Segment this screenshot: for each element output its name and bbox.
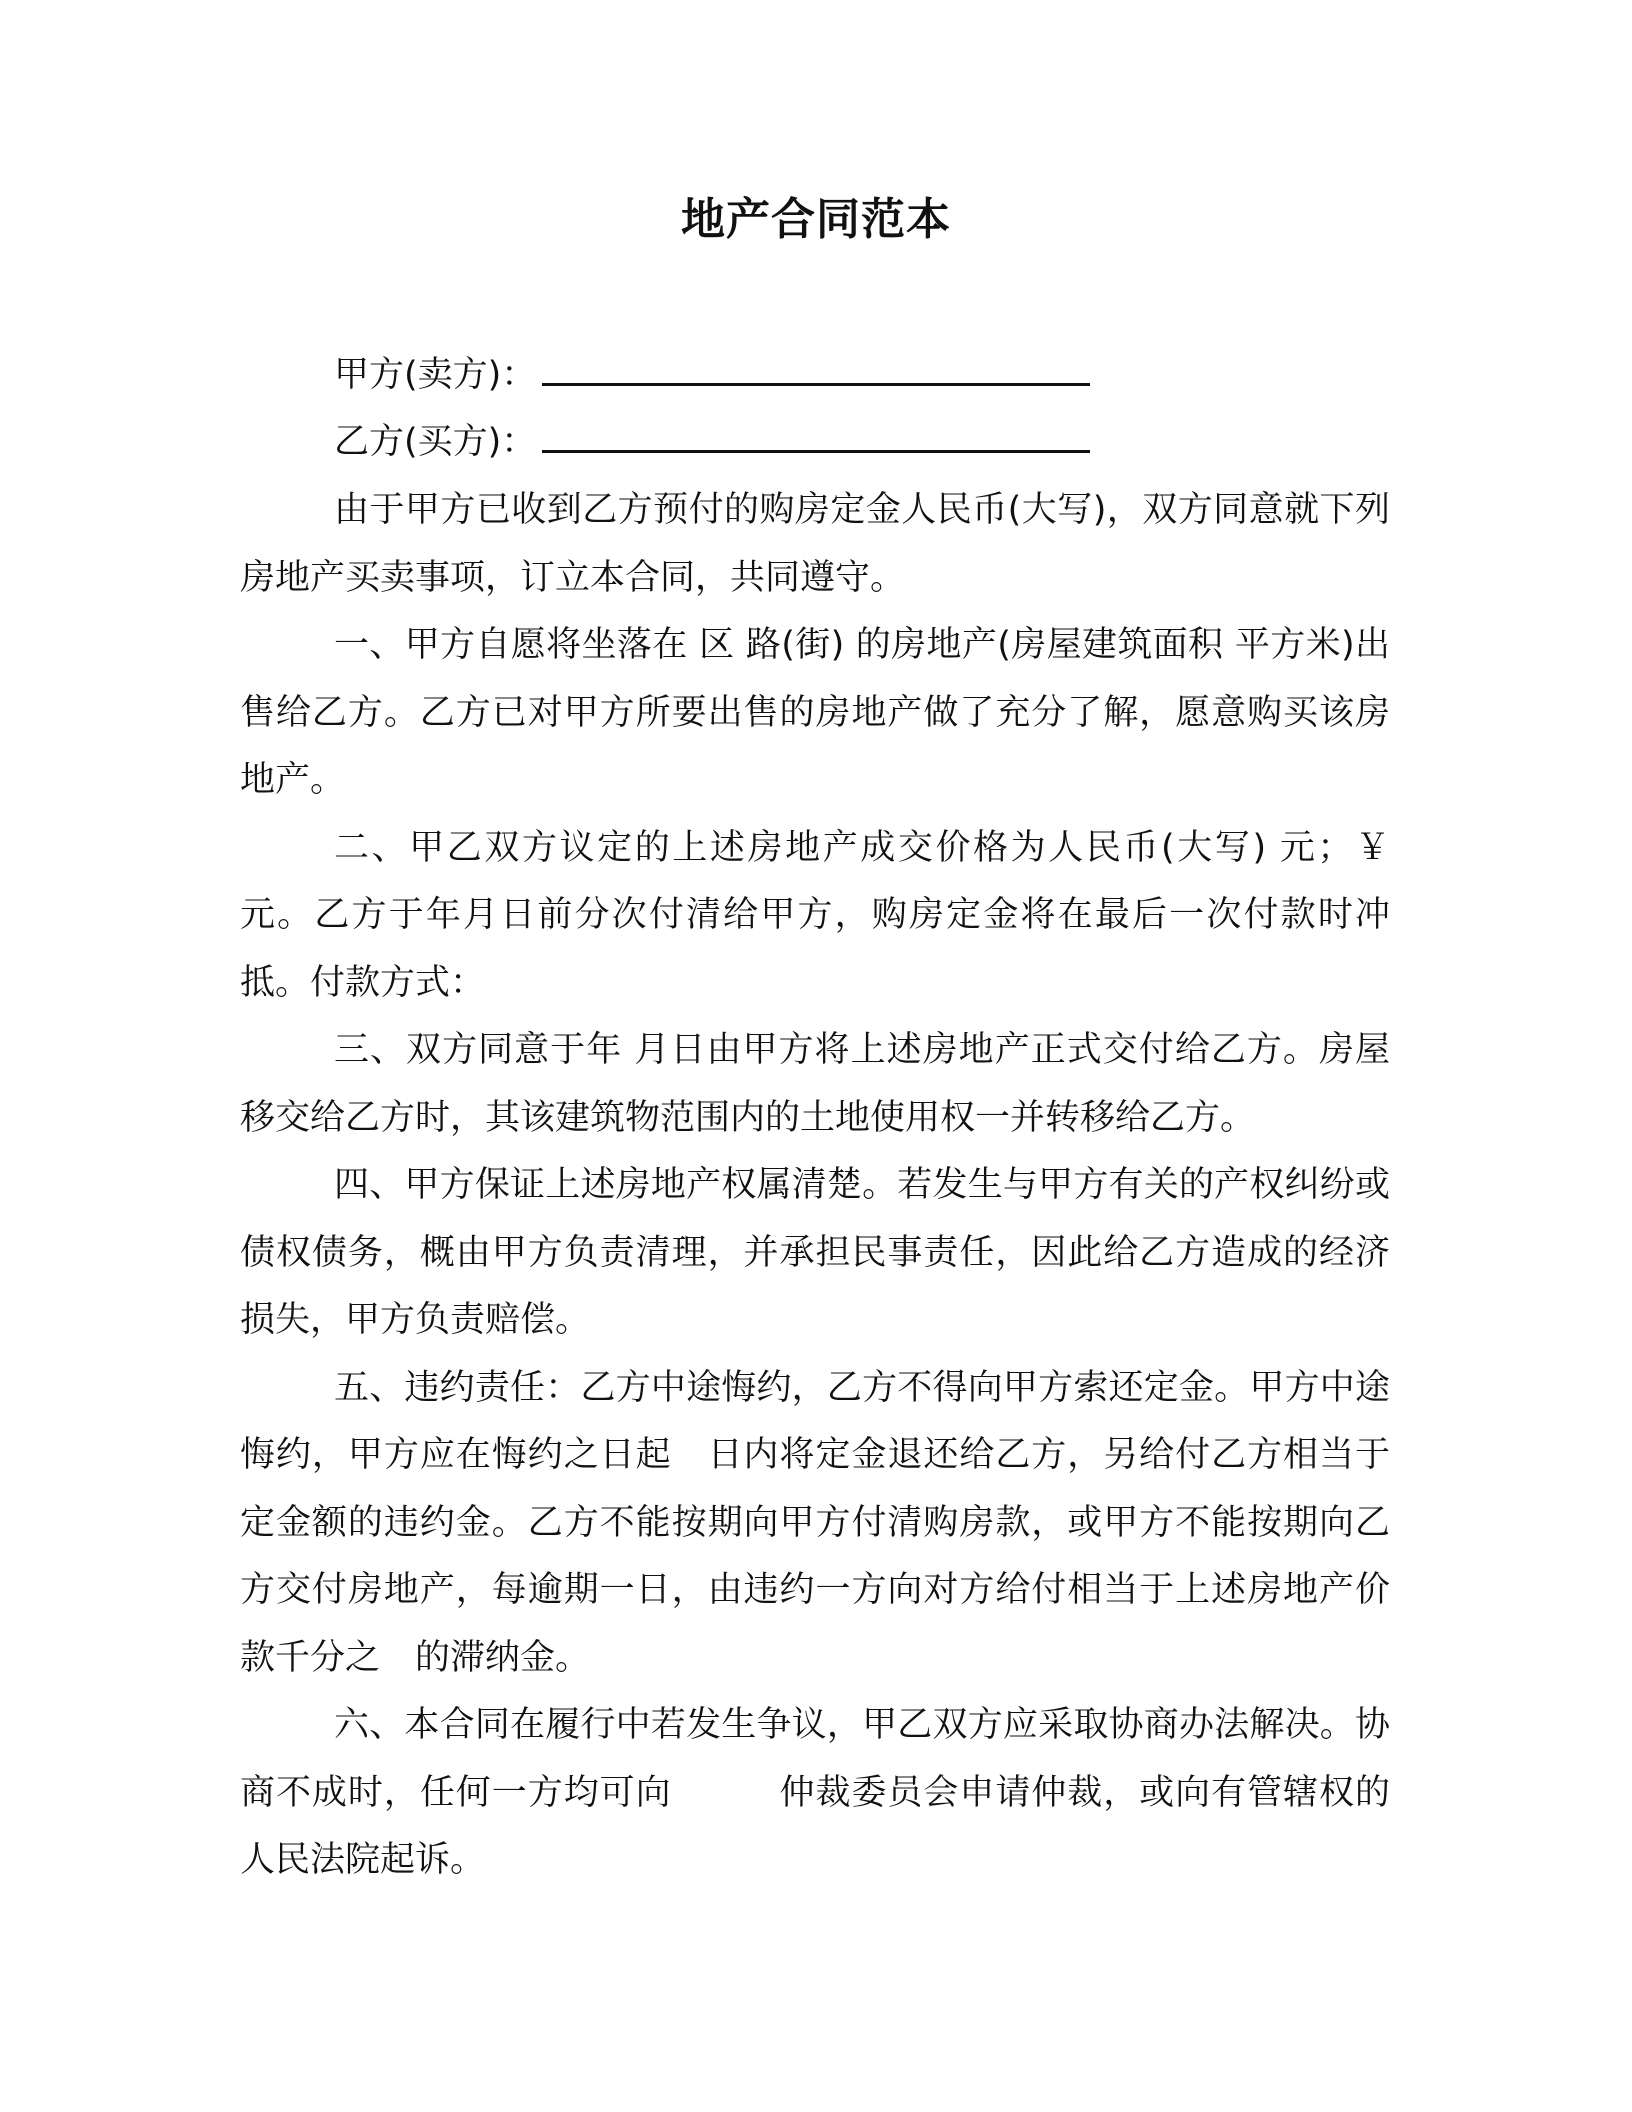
party-b-label: 乙方(买方)： <box>334 422 537 462</box>
paragraph-clause-1: 一、甲方自愿将坐落在 区 路(街) 的房地产(房屋建筑面积 平方米)出售给乙方。乙方已对甲方所要出售的房地产做了充分了解，愿意购买该房地产。 <box>240 625 1390 800</box>
paragraph-clause-3: 三、双方同意于年 月日由甲方将上述房地产正式交付给乙方。房屋移交给乙方时，其该建筑物范围内的土地使用权一并转移给乙方。 <box>240 1030 1390 1138</box>
document-title: 地产合同范本 <box>681 194 951 245</box>
party-a-line <box>334 351 1090 399</box>
party-b-blank[interactable] <box>542 446 1090 453</box>
paragraph-clause-2: 二、甲乙双方议定的上述房地产成交价格为人民币(大写) 元；￥ 元。乙方于年月日前分次付清给甲方，购房定金将在最后一次付款时冲抵。付款方式： <box>240 827 1390 1003</box>
contract-body <box>240 477 1390 1895</box>
paragraph-clause-6: 六、本合同在履行中若发生争议，甲乙双方应采取协商办法解决。协商不成时，任何一方均可向 仲裁委员会申请仲裁，或向有管辖权的人民法院起诉。 <box>240 1705 1390 1880</box>
party-a-blank[interactable] <box>542 379 1090 386</box>
party-b-line <box>334 418 1090 466</box>
party-a-label: 甲方(卖方)： <box>334 355 537 395</box>
paragraph-clause-5: 五、违约责任：乙方中途悔约，乙方不得向甲方索还定金。甲方中途悔约，甲方应在悔约之日起 日内将定金退还给乙方，另给付乙方相当于定金额的违约金。乙方不能按期向甲方付清购房款，或甲方不能按期向乙方交付房地产，每逾期一日，由违约一方向对方给付相当于上述房地产价款千分之 的滞纳金。 <box>240 1367 1390 1678</box>
paragraph-clause-4: 四、甲方保证上述房地产权属清楚。若发生与甲方有关的产权纠纷或债权债务，概由甲方负责清理，并承担民事责任，因此给乙方造成的经济损失，甲方负责赔偿。 <box>240 1165 1390 1340</box>
paragraph-intro: 由于甲方已收到乙方预付的购房定金人民币(大写)，双方同意就下列房地产买卖事项，订立本合同，共同遵守。 <box>240 490 1390 598</box>
